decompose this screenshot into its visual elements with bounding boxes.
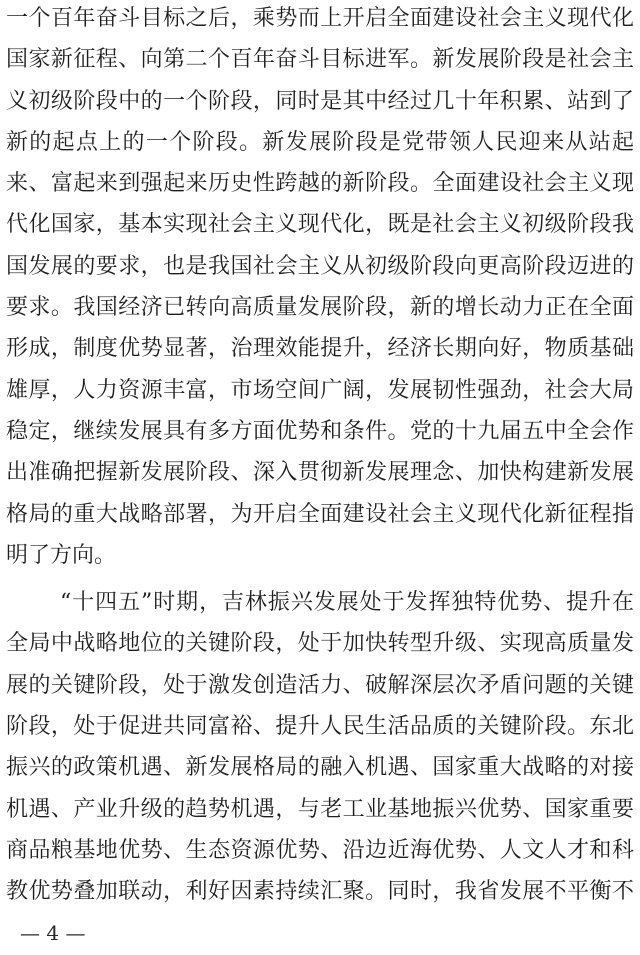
paragraph-2 (6, 582, 634, 912)
text-line: 阶段，处于促进共同富裕、提升人民生活品质的关键阶段。东北 (6, 714, 634, 740)
text-line: 雄厚，人力资源丰富，市场空间广阔，发展韧性强劲，社会大局 (6, 377, 634, 403)
text-line: 一个百年奋斗目标之后，乘势而上开启全面建设社会主义现代化 (6, 6, 634, 31)
document-body (6, 0, 634, 913)
text-line-paragraph-end: 明了方向。 (6, 542, 117, 568)
text-line: 形成，制度优势显著，治理效能提升，经济长期向好，物质基础 (6, 336, 634, 362)
text-line: 教优势叠加联动，利好因素持续汇聚。同时，我省发展不平衡不 (6, 879, 634, 905)
text-line: 机遇、产业升级的趋势机遇，与老工业基地振兴优势、国家重要 (6, 796, 634, 822)
text-line: 振兴的政策机遇、新发展格局的融入机遇、国家重大战略的对接 (6, 755, 634, 781)
text-line: 新的起点上的一个阶段。新发展阶段是党带领人民迎来从站起 (6, 129, 634, 155)
text-line: 国发展的要求，也是我国社会主义从初级阶段向更高阶段迈进的 (6, 253, 634, 279)
text-line: 出准确把握新发展阶段、深入贯彻新发展理念、加快构建新发展 (6, 460, 634, 486)
text-line: 要求。我国经济已转向高质量发展阶段，新的增长动力正在全面 (6, 295, 634, 321)
text-line: 来、富起来到强起来历史性跨越的新阶段。全面建设社会主义现 (6, 171, 634, 197)
text-line-indented: “十四五”时期，吉林振兴发展处于发挥独特优势、提升在 (60, 590, 634, 616)
paragraph-1 (6, 0, 634, 576)
text-line: 商品粮基地优势、生态资源优势、沿边近海优势、人文人才和科 (6, 837, 634, 863)
text-line: 义初级阶段中的一个阶段，同时是其中经过几十年积累、站到了 (6, 88, 634, 114)
text-line: 代化国家，基本实现社会主义现代化，既是社会主义初级阶段我 (6, 212, 634, 238)
text-line: 格局的重大战略部署，为开启全面建设社会主义现代化新征程指 (6, 501, 634, 527)
text-line: 国家新征程、向第二个百年奋斗目标进军。新发展阶段是社会主 (6, 47, 634, 73)
text-line: 全局中战略地位的关键阶段，处于加快转型升级、实现高质量发 (6, 631, 634, 657)
text-line: 展的关键阶段，处于激发创造活力、破解深层次矛盾问题的关键 (6, 672, 634, 698)
text-line: 稳定，继续发展具有多方面优势和条件。党的十九届五中全会作 (6, 418, 634, 444)
page-number: — 4 — (20, 921, 86, 945)
